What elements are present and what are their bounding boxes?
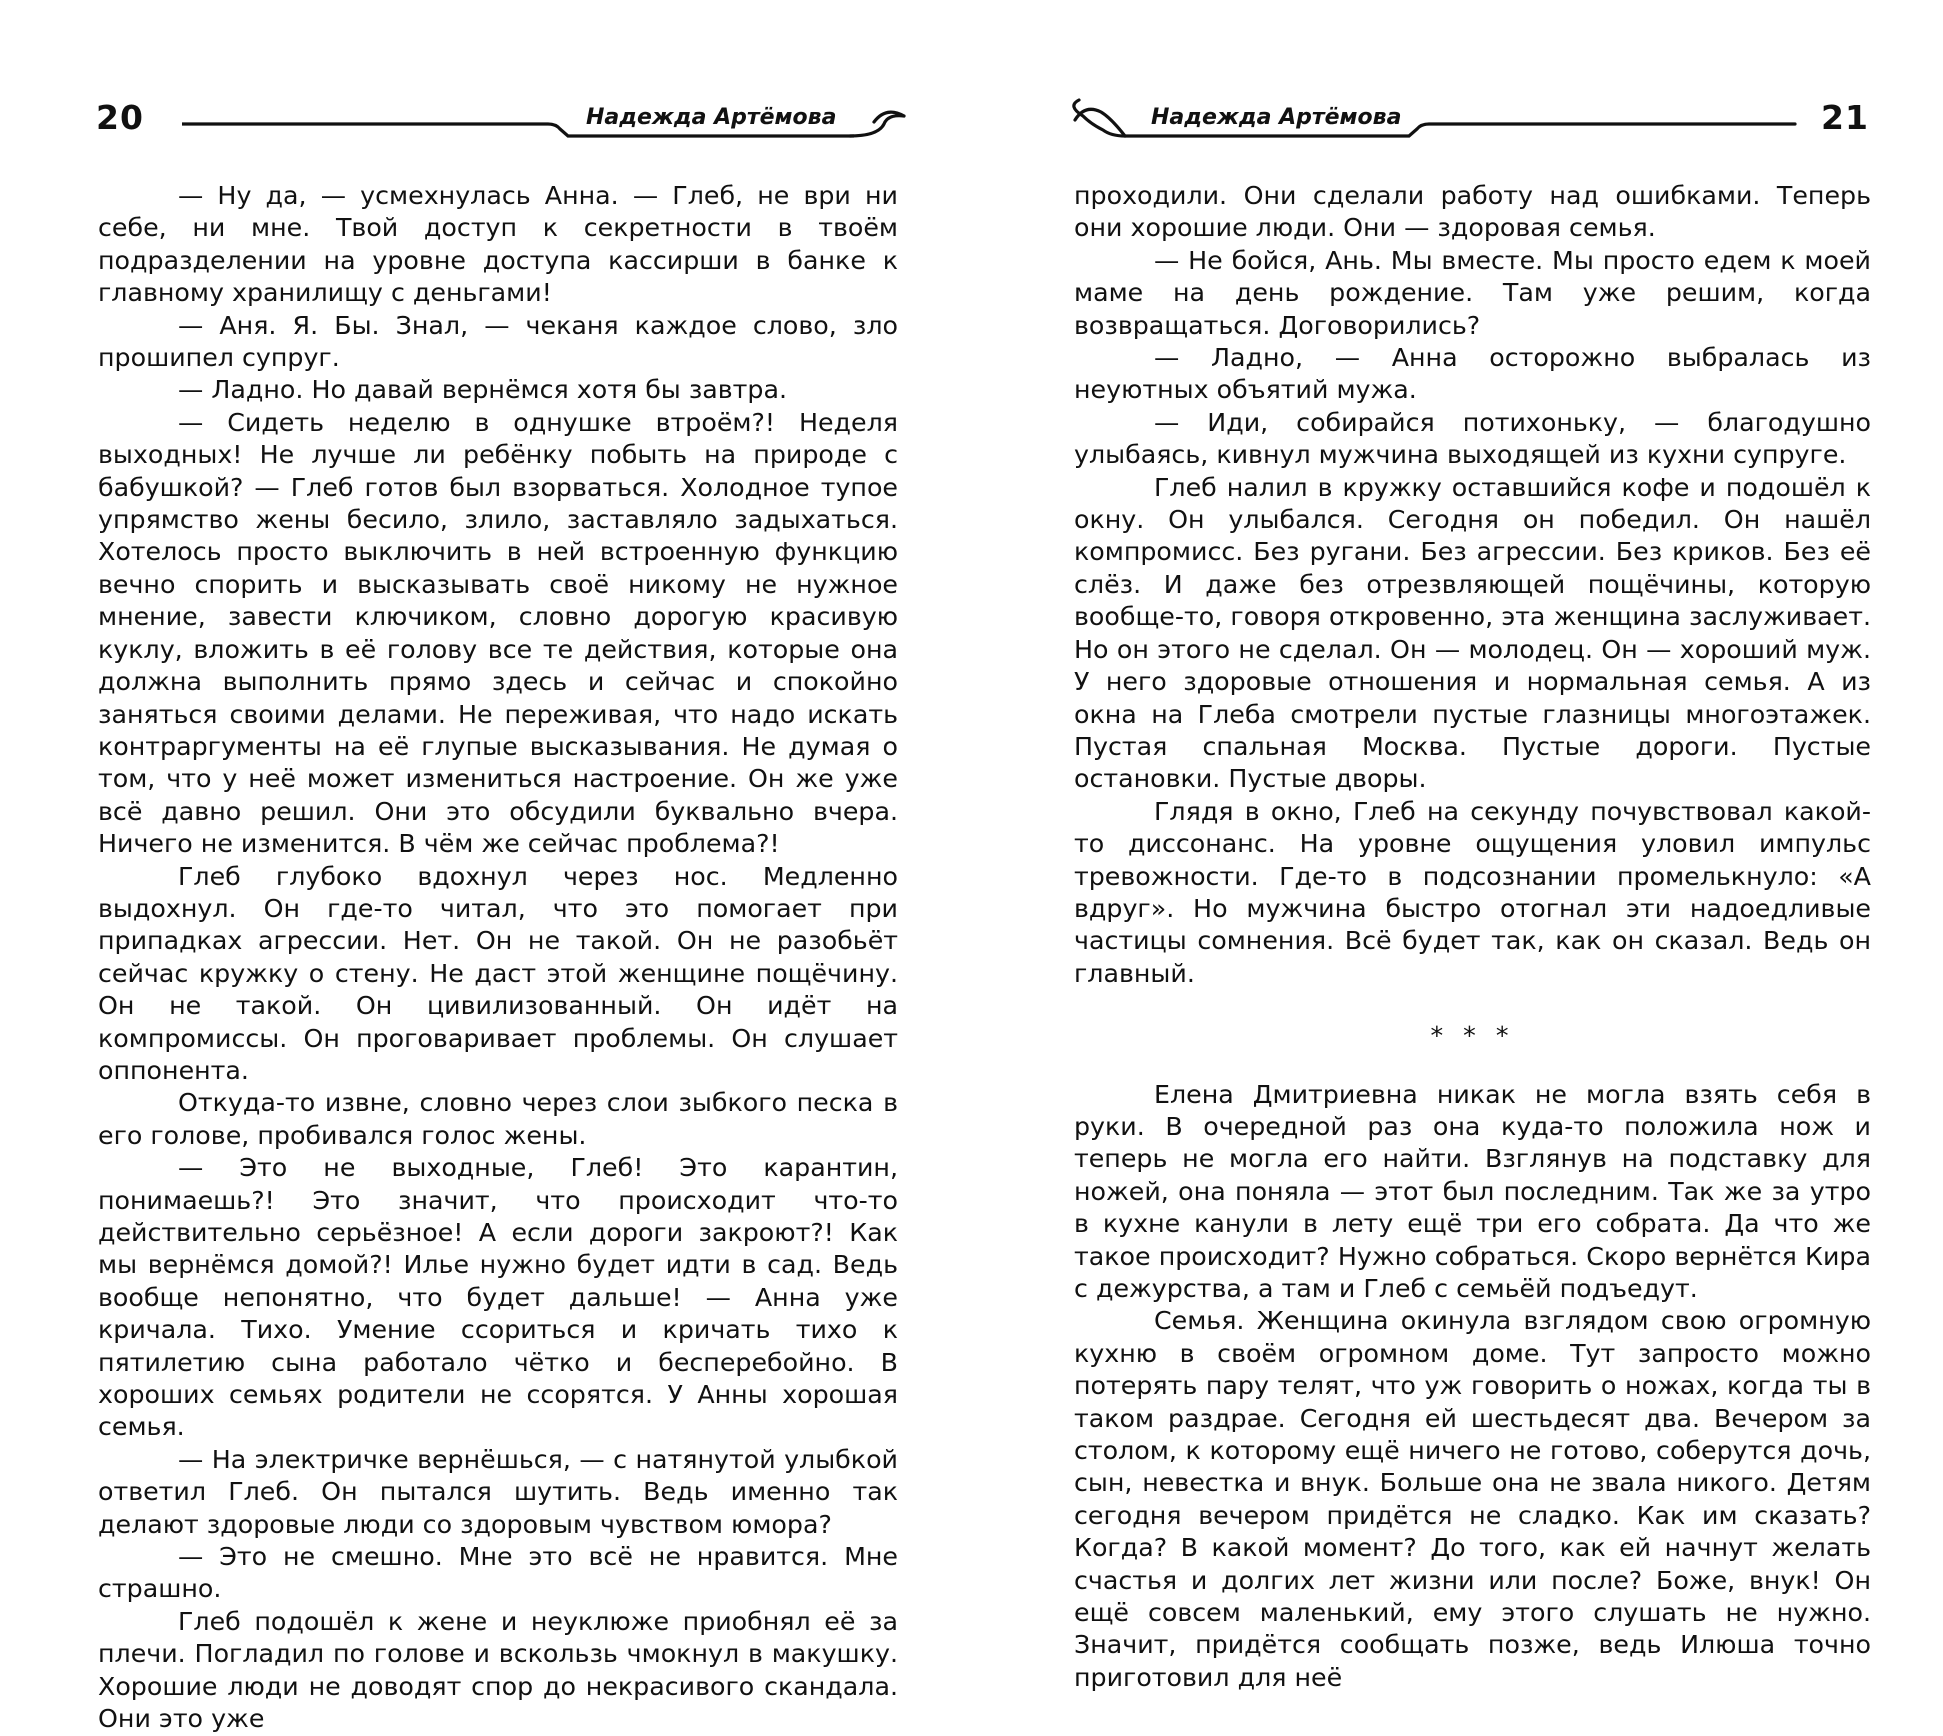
right-page-text	[1074, 180, 1871, 1694]
running-title: Надежда Артёмова	[1151, 105, 1402, 130]
paragraph: — На электричке вернёшься, — с натянутой улыбкой ответил Глеб. Он пытался шутить. Ведь именно так делают здоровые люди со здоровым чувством юмора?	[98, 1444, 898, 1539]
paragraph: — Сидеть неделю в однушке втроём?! Неделя выходных! Не лучше ли ребёнку побыть на природе с бабушкой? — Глеб готов был взорваться. Холодное тупое упрямство жены бесило, злило, заставляло задыхаться. Хотелось просто выключить в ней встроенную функцию вечно спорить и высказывать своё никому не нужное мнение, завести ключиком, словно дорогую красивую куклу, вложить в её голову все те действия, которые она должна выполнить прямо здесь и сейчас и спокойно заняться своими делами. Не переживая, что надо искать контраргументы на её глупые высказывания. Не думая о том, что у неё может измениться настроение. Он же уже всё давно решил. Они это обсудили буквально вчера. Ничего не изменится. В чём же сейчас проблема?!	[98, 407, 898, 859]
page-number: 21	[1821, 98, 1869, 137]
paragraph: Глядя в окно, Глеб на секунду почувствовал какой-то диссонанс. На уровне ощущения уловил импульс тревожности. Где-то в подсознании промелькнуло: «А вдруг». Но мужчина быстро отогнал эти надоедливые частицы сомнения. Всё будет так, как он сказал. Ведь он главный.	[1074, 796, 1871, 988]
paragraph: — Не бойся, Ань. Мы вместе. Мы просто едем к моей маме на день рождение. Там уже решим, когда возвращаться. Договорились?	[1074, 245, 1871, 340]
paragraph: Елена Дмитриевна никак не могла взять себя в руки. В очередной раз она куда-то положила нож и теперь не могла его найти. Взглянув на подставку для ножей, она поняла — этот был последним. Так же за утро в кухне канули в лету ещё три его собрата. Да что же такое происходит? Нужно собраться. Скоро вернётся Кира с дежурства, а там и Глеб с семьёй подъедут.	[1074, 1079, 1871, 1303]
paragraph: — Иди, собирайся потихоньку, — благодушно улыбаясь, кивнул мужчина выходящей из кухни супруге.	[1074, 407, 1871, 470]
left-page-text	[98, 180, 898, 1736]
left-page-header	[0, 96, 975, 146]
right-page	[975, 0, 1943, 1692]
page-number: 20	[96, 98, 144, 137]
paragraph: — Ну да, — усмехнулась Анна. — Глеб, не ври ни себе, ни мне. Твой доступ к секретности в твоём подразделении на уровне доступа кассирши в банке к главному хранилищу с деньгами!	[98, 181, 898, 308]
paragraph: Глеб глубоко вдохнул через нос. Медленно выдохнул. Он где-то читал, что это помогает при припадках агрессии. Нет. Он не такой. Он не разобьёт сейчас кружку о стену. Не даст этой женщине пощёчину. Он не такой. Он цивилизованный. Он идёт на компромиссы. Он проговаривает проблемы. Он слушает оппонента.	[98, 861, 898, 1085]
paragraph: Семья. Женщина окинула взглядом свою огромную кухню в своём огромном доме. Тут запросто можно потерять пару телят, что уж говорить о ножах, когда ты в таком раздрае. Сегодня ей шестьдесят два. Вечером за столом, к которому ещё ничего не готово, соберутся дочь, сын, невестка и внук. Больше она не звала никого. Детям сегодня вечером придётся не сладко. Как им сказать? Когда? В какой момент? До того, как ей начнут желать счастья и долгих лет жизни или после? Боже, внук! Он ещё совсем маленький, ему этого слушать не нужно. Значит, придётся сообщать позже, ведь Илюша точно приготовил для неё	[1074, 1306, 1871, 1692]
paragraph: — Ладно. Но давай вернёмся хотя бы завтра.	[178, 375, 788, 405]
paragraph: — Это не выходные, Глеб! Это карантин, понимаешь?! Это значит, что происходит что-то действительно серьёзное! А если дороги закроют?! Как мы вернёмся домой?! Илье нужно будет идти в сад. Ведь вообще непонятно, что будет дальше! — Анна уже кричала. Тихо. Умение ссориться и кричать тихо к пятилетию сына работало чётко и бесперебойно. В хороших семьях родители не ссорятся. У Анны хорошая семья.	[98, 1153, 898, 1442]
paragraph: Глеб налил в кружку оставшийся кофе и подошёл к окну. Он улыбался. Сегодня он победил. Он нашёл компромисс. Без ругани. Без агрессии. Без криков. Без её слёз. И даже без отрезвляющей пощёчины, которую вообще-то, говоря откровенно, эта женщина заслуживает. Но он этого не сделал. Он — молодец. Он — хороший муж. У него здоровые отношения и нормальная семья. А из окна на Глеба смотрели пустые глазницы многоэтажек. Пустая спальная Москва. Пустые дороги. Пустые остановки. Пустые дворы.	[1074, 472, 1871, 794]
paragraph: — Аня. Я. Бы. Знал, — чеканя каждое слово, зло прошипел супруг.	[98, 310, 898, 373]
running-title: Надежда Артёмова	[586, 105, 837, 130]
paragraph: Откуда-то извне, словно через слои зыбкого песка в его голове, пробивался голос жены.	[98, 1088, 898, 1150]
right-page-header	[975, 96, 1943, 146]
paragraph: — Ладно, — Анна осторожно выбралась из неуютных объятий мужа.	[1074, 343, 1871, 405]
paragraph-continuation: проходили. Они сделали работу над ошибками. Теперь они хорошие люди. Они — здоровая семья.	[1074, 181, 1871, 243]
paragraph: Глеб подошёл к жене и неуклюже приобнял её за плечи. Погладил по голове и вскользь чмокнул в макушку. Хорошие люди не доводят спор до некрасивого скандала. Они это уже	[98, 1606, 898, 1734]
section-break: * * *	[1430, 1021, 1515, 1051]
paragraph: — Это не смешно. Мне это всё не нравится. Мне страшно.	[98, 1542, 898, 1604]
header-rule-ornament	[975, 96, 1943, 146]
